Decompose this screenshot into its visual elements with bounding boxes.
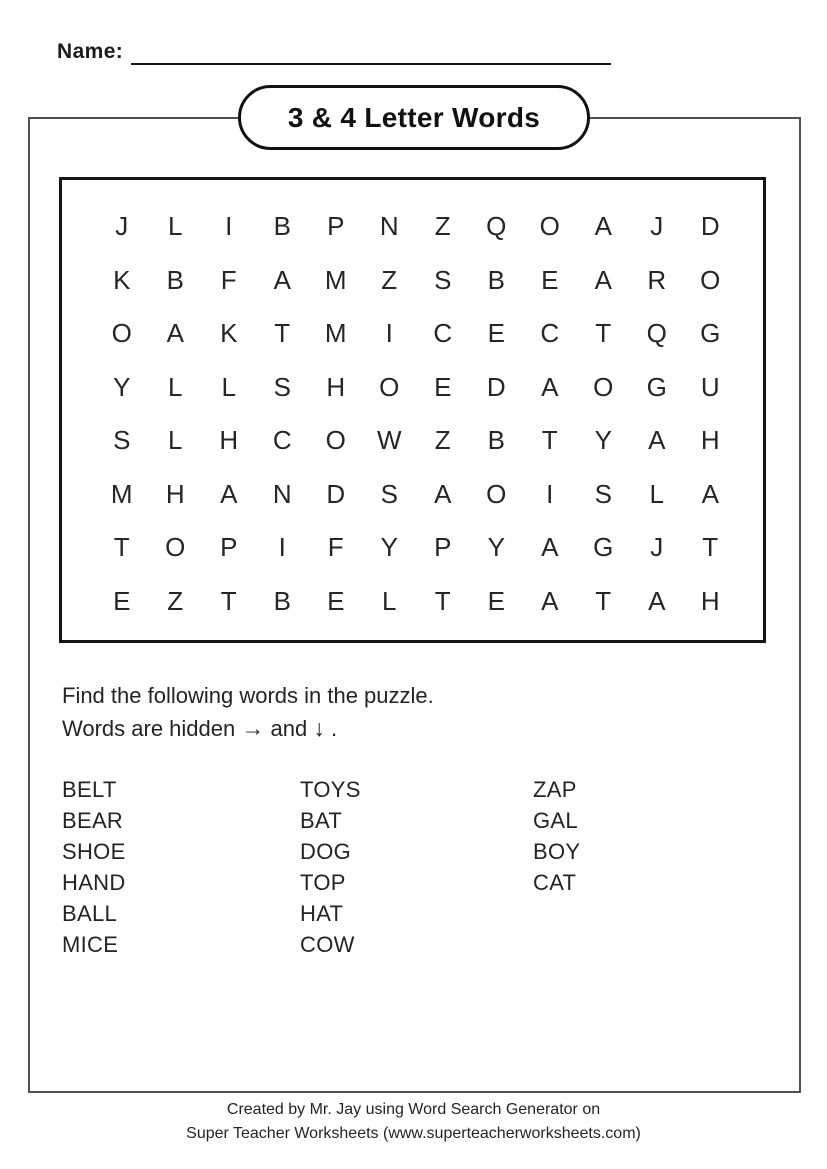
grid-letter: E xyxy=(434,371,452,402)
grid-letter: H xyxy=(165,478,185,509)
word-item: SHOE xyxy=(62,839,126,864)
right-arrow-icon: → xyxy=(241,715,265,741)
word-item: BEAR xyxy=(62,808,124,833)
grid-letter: S xyxy=(594,478,612,509)
grid-letter: M xyxy=(324,264,347,295)
grid-letter: F xyxy=(220,264,237,295)
grid-letter: Z xyxy=(434,211,451,242)
word-item: TOP xyxy=(300,870,346,895)
grid-letter: H xyxy=(326,371,346,402)
grid-letter: E xyxy=(541,264,559,295)
word-item: COW xyxy=(300,932,355,957)
instruction-conjunction: and xyxy=(270,716,308,741)
grid-letter: E xyxy=(327,585,345,616)
grid-letter: N xyxy=(272,478,292,509)
grid-letter: Z xyxy=(381,264,398,295)
word-item: BAT xyxy=(300,808,343,833)
word-item: BELT xyxy=(62,777,117,802)
grid-letter: T xyxy=(274,318,291,349)
grid-letter: S xyxy=(380,478,398,509)
grid-letter: J xyxy=(650,211,664,242)
grid-letter: O xyxy=(700,264,721,295)
grid-letter: O xyxy=(593,371,614,402)
grid-letter: L xyxy=(649,478,664,509)
grid-letter: T xyxy=(434,585,451,616)
name-label: Name: xyxy=(57,40,124,63)
word-item: TOYS xyxy=(300,777,361,802)
instruction-line-1: Find the following words in the puzzle. xyxy=(62,683,434,708)
footer-line-1: Created by Mr. Jay using Word Search Generator on xyxy=(226,1101,601,1118)
worksheet-frame xyxy=(28,117,801,1093)
word-item: GAL xyxy=(533,808,578,833)
grid-letter: C xyxy=(433,318,453,349)
grid-letter: D xyxy=(486,371,506,402)
grid-letter: B xyxy=(273,585,291,616)
grid-letter: D xyxy=(700,211,720,242)
word-list-column xyxy=(533,774,580,898)
grid-letter: Y xyxy=(487,532,505,563)
down-arrow-icon: ↓ xyxy=(313,715,325,741)
footer-line-2: Super Teacher Worksheets (www.superteacherworksheets.com) xyxy=(186,1125,641,1142)
grid-letter: N xyxy=(379,211,399,242)
grid-letter: H xyxy=(219,425,239,456)
grid-letter: T xyxy=(595,318,612,349)
grid-letter: W xyxy=(376,425,402,456)
word-item: ZAP xyxy=(533,777,577,802)
grid-letter: I xyxy=(225,211,233,242)
grid-letter: B xyxy=(166,264,184,295)
grid-letter: M xyxy=(324,318,347,349)
grid-letter: A xyxy=(648,425,666,456)
grid-letter: Y xyxy=(594,425,612,456)
grid-letter: I xyxy=(546,478,554,509)
grid-letter: A xyxy=(594,264,612,295)
grid-letter: O xyxy=(111,318,132,349)
word-item: HAT xyxy=(300,901,344,926)
grid-letter: E xyxy=(487,585,505,616)
grid-letter: P xyxy=(220,532,238,563)
grid-letter: Q xyxy=(646,318,667,349)
grid-letter: A xyxy=(541,585,559,616)
word-item: CAT xyxy=(533,870,577,895)
grid-letter: P xyxy=(434,532,452,563)
grid-letter: A xyxy=(434,478,452,509)
grid-letter: L xyxy=(168,371,183,402)
grid-letter: O xyxy=(539,211,560,242)
puzzle-title: 3 & 4 Letter Words xyxy=(287,101,541,133)
grid-letter: Y xyxy=(380,532,398,563)
grid-letter: R xyxy=(647,264,667,295)
grid-letter: M xyxy=(110,478,133,509)
word-item: DOG xyxy=(300,839,352,864)
grid-letter: Q xyxy=(486,211,507,242)
grid-letter: G xyxy=(700,318,721,349)
grid-letter: F xyxy=(327,532,344,563)
grid-letter: G xyxy=(593,532,614,563)
grid-letter: L xyxy=(221,371,236,402)
grid-letter: A xyxy=(541,532,559,563)
grid-letter: A xyxy=(166,318,184,349)
grid-letter: T xyxy=(595,585,612,616)
word-list-column xyxy=(300,774,533,960)
grid-letter: L xyxy=(382,585,397,616)
instruction-line-2 xyxy=(62,712,434,745)
grid-letter: T xyxy=(702,532,719,563)
grid-letter: H xyxy=(700,585,720,616)
grid-letter: S xyxy=(273,371,291,402)
grid-letter: E xyxy=(487,318,505,349)
grid-letter: O xyxy=(325,425,346,456)
grid-letter: L xyxy=(168,211,183,242)
grid-letter: U xyxy=(700,371,720,402)
grid-letter: I xyxy=(278,532,286,563)
grid-letter: E xyxy=(113,585,131,616)
grid-letter: G xyxy=(646,371,667,402)
grid-letter: Y xyxy=(113,371,131,402)
grid-letter: T xyxy=(220,585,237,616)
grid-letter: A xyxy=(273,264,291,295)
grid-letter: D xyxy=(326,478,346,509)
grid-letter: O xyxy=(486,478,507,509)
grid-letter: K xyxy=(220,318,238,349)
grid-letter: O xyxy=(379,371,400,402)
name-blank-line xyxy=(131,43,611,65)
grid-letter: H xyxy=(700,425,720,456)
footer-credit xyxy=(0,1098,827,1146)
letter-grid-box xyxy=(59,177,766,643)
grid-letter: I xyxy=(385,318,393,349)
grid-letter: A xyxy=(541,371,559,402)
grid-letter: S xyxy=(113,425,131,456)
grid-letter: K xyxy=(113,264,131,295)
name-row xyxy=(57,40,611,65)
grid-letter: A xyxy=(648,585,666,616)
grid-letter: T xyxy=(113,532,130,563)
grid-letter: C xyxy=(272,425,292,456)
grid-letter: P xyxy=(327,211,345,242)
instruction-period: . xyxy=(330,716,338,741)
word-list-column xyxy=(62,774,300,960)
grid-letter: A xyxy=(594,211,612,242)
grid-letter: B xyxy=(273,211,291,242)
word-item: BOY xyxy=(533,839,581,864)
grid-letter: J xyxy=(115,211,129,242)
grid-letter: T xyxy=(541,425,558,456)
word-item: BALL xyxy=(62,901,118,926)
grid-letter: J xyxy=(650,532,664,563)
instruction-line-2-text: Words are hidden xyxy=(62,716,236,741)
grid-letter: L xyxy=(168,425,183,456)
grid-letter: A xyxy=(701,478,719,509)
word-item: MICE xyxy=(62,932,119,957)
grid-letter: O xyxy=(165,532,186,563)
grid-letter: A xyxy=(220,478,238,509)
word-list xyxy=(62,774,580,960)
grid-letter: Z xyxy=(434,425,451,456)
instructions xyxy=(62,680,434,745)
grid-letter: C xyxy=(540,318,560,349)
grid-letter: S xyxy=(434,264,452,295)
puzzle-title-pill xyxy=(238,85,590,150)
grid-letter: Z xyxy=(167,585,184,616)
word-item: HAND xyxy=(62,870,126,895)
grid-letter: B xyxy=(487,425,505,456)
letter-grid xyxy=(95,200,737,628)
grid-letter: B xyxy=(487,264,505,295)
